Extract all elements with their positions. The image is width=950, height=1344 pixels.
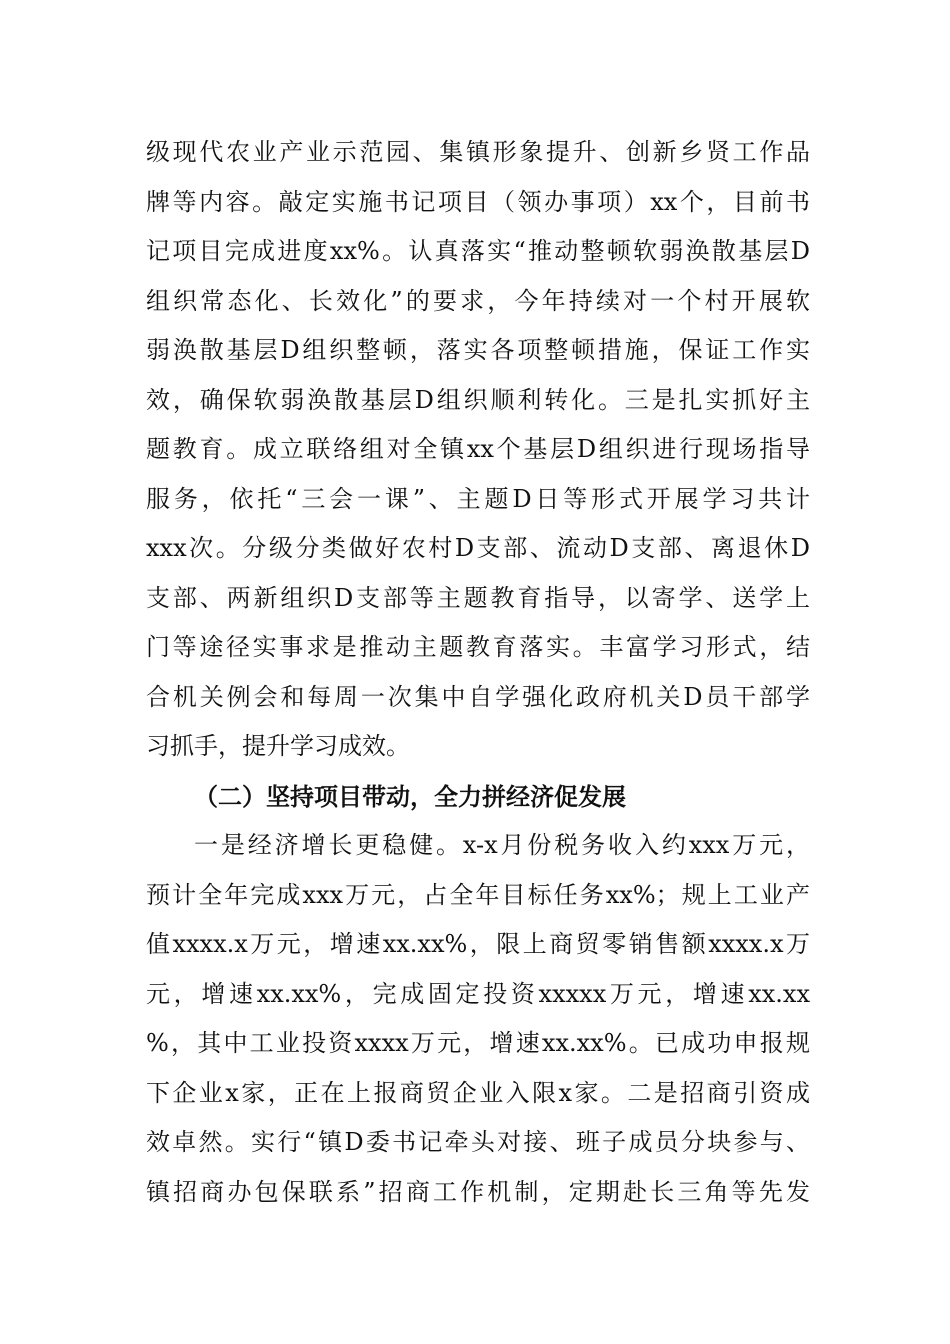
text-line: 效卓然。实行“镇D委书记牵头对接、班子成员分块参与、 bbox=[146, 1128, 810, 1156]
text-line: 值xxxx.x万元，增速xx.xx%，限上商贸零销售额xxxx.x万 bbox=[146, 930, 810, 958]
section-heading: （二）坚持项目带动，全力拼经济促发展 bbox=[194, 781, 626, 811]
text-line: 牌等内容。敲定实施书记项目（领办事项）xx个，目前书 bbox=[146, 187, 810, 216]
text-line: 记项目完成进度xx%。认真落实“推动整顿软弱涣散基层D bbox=[146, 237, 810, 265]
text-line: 题教育。成立联络组对全镇xx个基层D组织进行现场指导 bbox=[146, 435, 810, 463]
document-body bbox=[146, 128, 810, 1217]
text-line: 弱涣散基层D组织整顿，落实各项整顿措施，保证工作实 bbox=[146, 336, 810, 364]
paragraph-party-building bbox=[146, 128, 810, 772]
text-line: 支部、两新组织D支部等主题教育指导，以寄学、送学上 bbox=[146, 583, 810, 612]
text-line: 元，增速xx.xx%，完成固定投资xxxxx万元，增速xx.xx bbox=[146, 979, 810, 1008]
text-line: 合机关例会和每周一次集中自学强化政府机关D员干部学 bbox=[146, 682, 810, 711]
text-line: 效，确保软弱涣散基层D组织顺利转化。三是扎实抓好主 bbox=[146, 385, 810, 414]
text-line: 组织常态化、长效化”的要求，今年持续对一个村开展软 bbox=[146, 286, 810, 315]
text-line: 一是经济增长更稳健。x-x月份税务收入约xxx万元， bbox=[194, 831, 810, 859]
text-line: %，其中工业投资xxxx万元，增速xx.xx%。已成功申报规 bbox=[146, 1029, 810, 1057]
text-line: 预计全年完成xxx万元，占全年目标任务xx%；规上工业产 bbox=[146, 880, 810, 909]
text-line: 镇招商办包保联系”招商工作机制，定期赴长三角等先发 bbox=[146, 1177, 810, 1206]
text-line: 服务，依托“三会一课”、主题D日等形式开展学习共计 bbox=[146, 484, 810, 513]
text-line: 门等途径实事求是推动主题教育落实。丰富学习形式，结 bbox=[146, 633, 810, 661]
paragraph-economy bbox=[146, 821, 810, 1217]
text-line: 下企业x家，正在上报商贸企业入限x家。二是招商引资成 bbox=[146, 1078, 810, 1107]
text-line: 习抓手，提升学习成效。 bbox=[146, 732, 410, 760]
text-line: xxx次。分级分类做好农村D支部、流动D支部、离退休D bbox=[146, 534, 810, 562]
text-line: 级现代农业产业示范园、集镇形象提升、创新乡贤工作品 bbox=[146, 138, 810, 166]
